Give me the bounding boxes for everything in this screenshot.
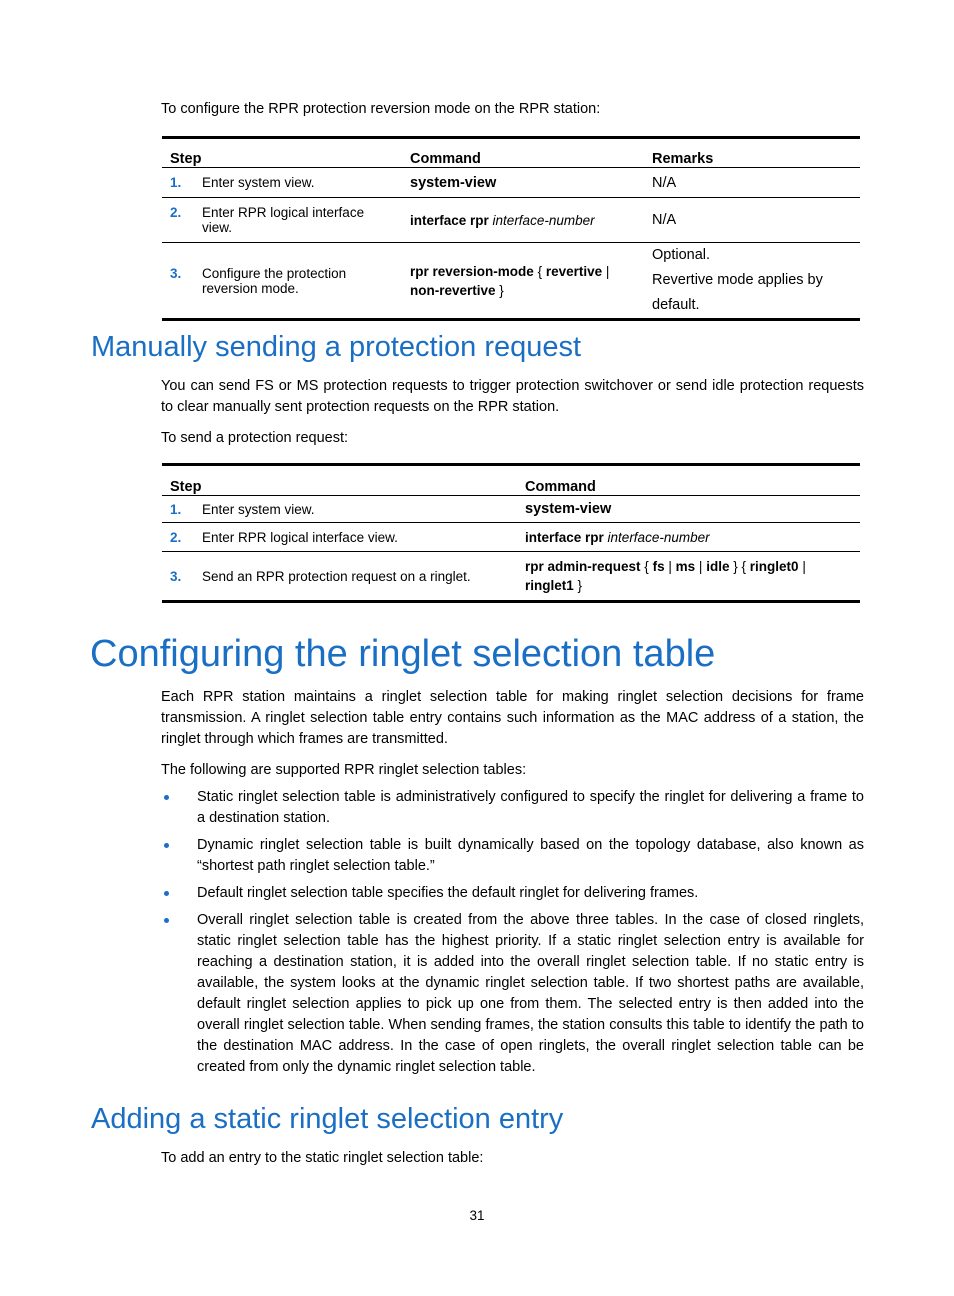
list-item-text: Overall ringlet selection table is created from the above three tables. In the case of closed ringlets, static ringlet selection table has the highest priority. If a static ringlet selection entry is available for reaching a destination station, it is added into the overall ringlet selection table. If no static entry is available, the system looks at the dynamic ringlet selection table. If two shortest paths are available, default ringlet selection applies to pick up one from them. The selected entry is then added into the overall ringlet selection table. When sending frames, the station consults this table to identify the path to the destination MAC address. In the case of open ringlets, the overall ringlet selection table can be created from only the dynamic ringlet selection table.: [197, 912, 864, 1075]
command-keyword: system-view: [410, 174, 497, 191]
header-command: Command: [525, 479, 596, 495]
bullet-icon: [164, 843, 169, 848]
section-heading: Adding a static ringlet selection entry: [91, 1103, 564, 1135]
step-text: Configure the protection reversion mode.: [202, 265, 347, 296]
command-keyword: rpr admin-request: [525, 559, 641, 574]
command-keyword: ringlet1: [525, 578, 574, 593]
step-number: 3.: [170, 265, 182, 281]
command-keyword: interface rpr: [525, 529, 604, 545]
command-argument: interface-number: [492, 212, 595, 228]
body-paragraph: Each RPR station maintains a ringlet selection table for making ringlet selection decisions for frame transmission. A ringlet selection table entry contains such information as the MAC address of a station, the ringlet through which frames are transmitted.: [161, 689, 864, 747]
table-header-row: [162, 465, 860, 496]
command-pipe: |: [668, 559, 672, 574]
header-step: Step: [170, 151, 202, 167]
step-number: 1.: [170, 175, 182, 190]
bullet-icon: [164, 891, 169, 896]
body-paragraph: The following are supported RPR ringlet selection tables:: [161, 762, 527, 778]
protection-request-table: [162, 463, 860, 603]
header-command: Command: [410, 151, 481, 167]
command-keyword: interface rpr: [410, 212, 489, 228]
command-argument: interface-number: [607, 529, 710, 545]
page-number: 31: [469, 1208, 485, 1223]
step-text: Enter RPR logical interface view.: [202, 205, 365, 235]
remarks-text: Revertive mode applies by default.: [652, 272, 823, 313]
table-row: [162, 168, 860, 198]
command-keyword: system-view: [525, 501, 612, 517]
step-text: Enter system view.: [202, 501, 315, 517]
command-brace: }: [577, 578, 583, 593]
chapter-heading: Configuring the ringlet selection table: [90, 633, 716, 675]
command-keyword: idle: [706, 559, 730, 574]
intro-text: To add an entry to the static ringlet selection table:: [161, 1150, 484, 1166]
step-number: 1.: [170, 501, 182, 517]
bullet-list: [161, 787, 864, 1084]
step-number: 2.: [170, 205, 182, 220]
list-item: [161, 883, 864, 904]
table-header-row: [162, 138, 860, 168]
intro-text: To configure the RPR protection reversion mode on the RPR station:: [161, 101, 601, 117]
body-paragraph: You can send FS or MS protection requests to trigger protection switchover or send idle protection requests to clear manually sent protection requests on the RPR station.: [161, 378, 864, 415]
command-keyword: ringlet0: [749, 559, 799, 574]
step-number: 2.: [170, 529, 182, 545]
step-number: 3.: [170, 568, 182, 584]
command-keyword: rpr reversion-mode: [410, 263, 534, 279]
table-row: [162, 523, 860, 552]
command-keyword: revertive: [545, 263, 603, 279]
list-item-text: Default ringlet selection table specifies the default ringlet for delivering frames.: [197, 885, 699, 901]
list-item-text: Static ringlet selection table is administratively configured to specify the ringlet for delivering a frame to a destination station.: [197, 789, 864, 826]
step-text: Enter system view.: [202, 175, 315, 190]
command-keyword: ms: [675, 559, 696, 574]
remarks-text: N/A: [652, 174, 677, 191]
step-text: Send an RPR protection request on a ringlet.: [202, 568, 471, 584]
table-row: [162, 496, 860, 523]
table-row: [162, 198, 860, 243]
table-row: [162, 243, 860, 320]
list-item: [161, 835, 864, 877]
bullet-icon: [164, 918, 169, 923]
command-brace: }: [499, 282, 504, 298]
command-pipe: |: [802, 559, 806, 574]
list-item: [161, 787, 864, 829]
bullet-icon: [164, 795, 169, 800]
list-item: [161, 910, 864, 1078]
remarks-text: N/A: [652, 212, 677, 228]
header-step: Step: [170, 479, 202, 495]
reversion-mode-table: [162, 136, 860, 321]
command-brace: } {: [733, 559, 747, 574]
command-brace: {: [644, 559, 649, 574]
table-row: [162, 552, 860, 602]
intro-text: To send a protection request:: [161, 430, 349, 446]
command-keyword: fs: [652, 559, 665, 574]
header-remarks: Remarks: [652, 151, 714, 167]
command-brace: {: [537, 263, 543, 279]
section-heading: Manually sending a protection request: [91, 331, 582, 363]
command-pipe: |: [605, 263, 610, 279]
remarks-text: Optional.: [652, 247, 711, 263]
list-item-text: Dynamic ringlet selection table is built dynamically based on the topology database, also known as “shortest path ringlet selection table.”: [197, 837, 864, 874]
command-keyword: non-revertive: [410, 282, 496, 298]
step-text: Enter RPR logical interface view.: [202, 529, 398, 545]
command-pipe: |: [698, 559, 703, 574]
